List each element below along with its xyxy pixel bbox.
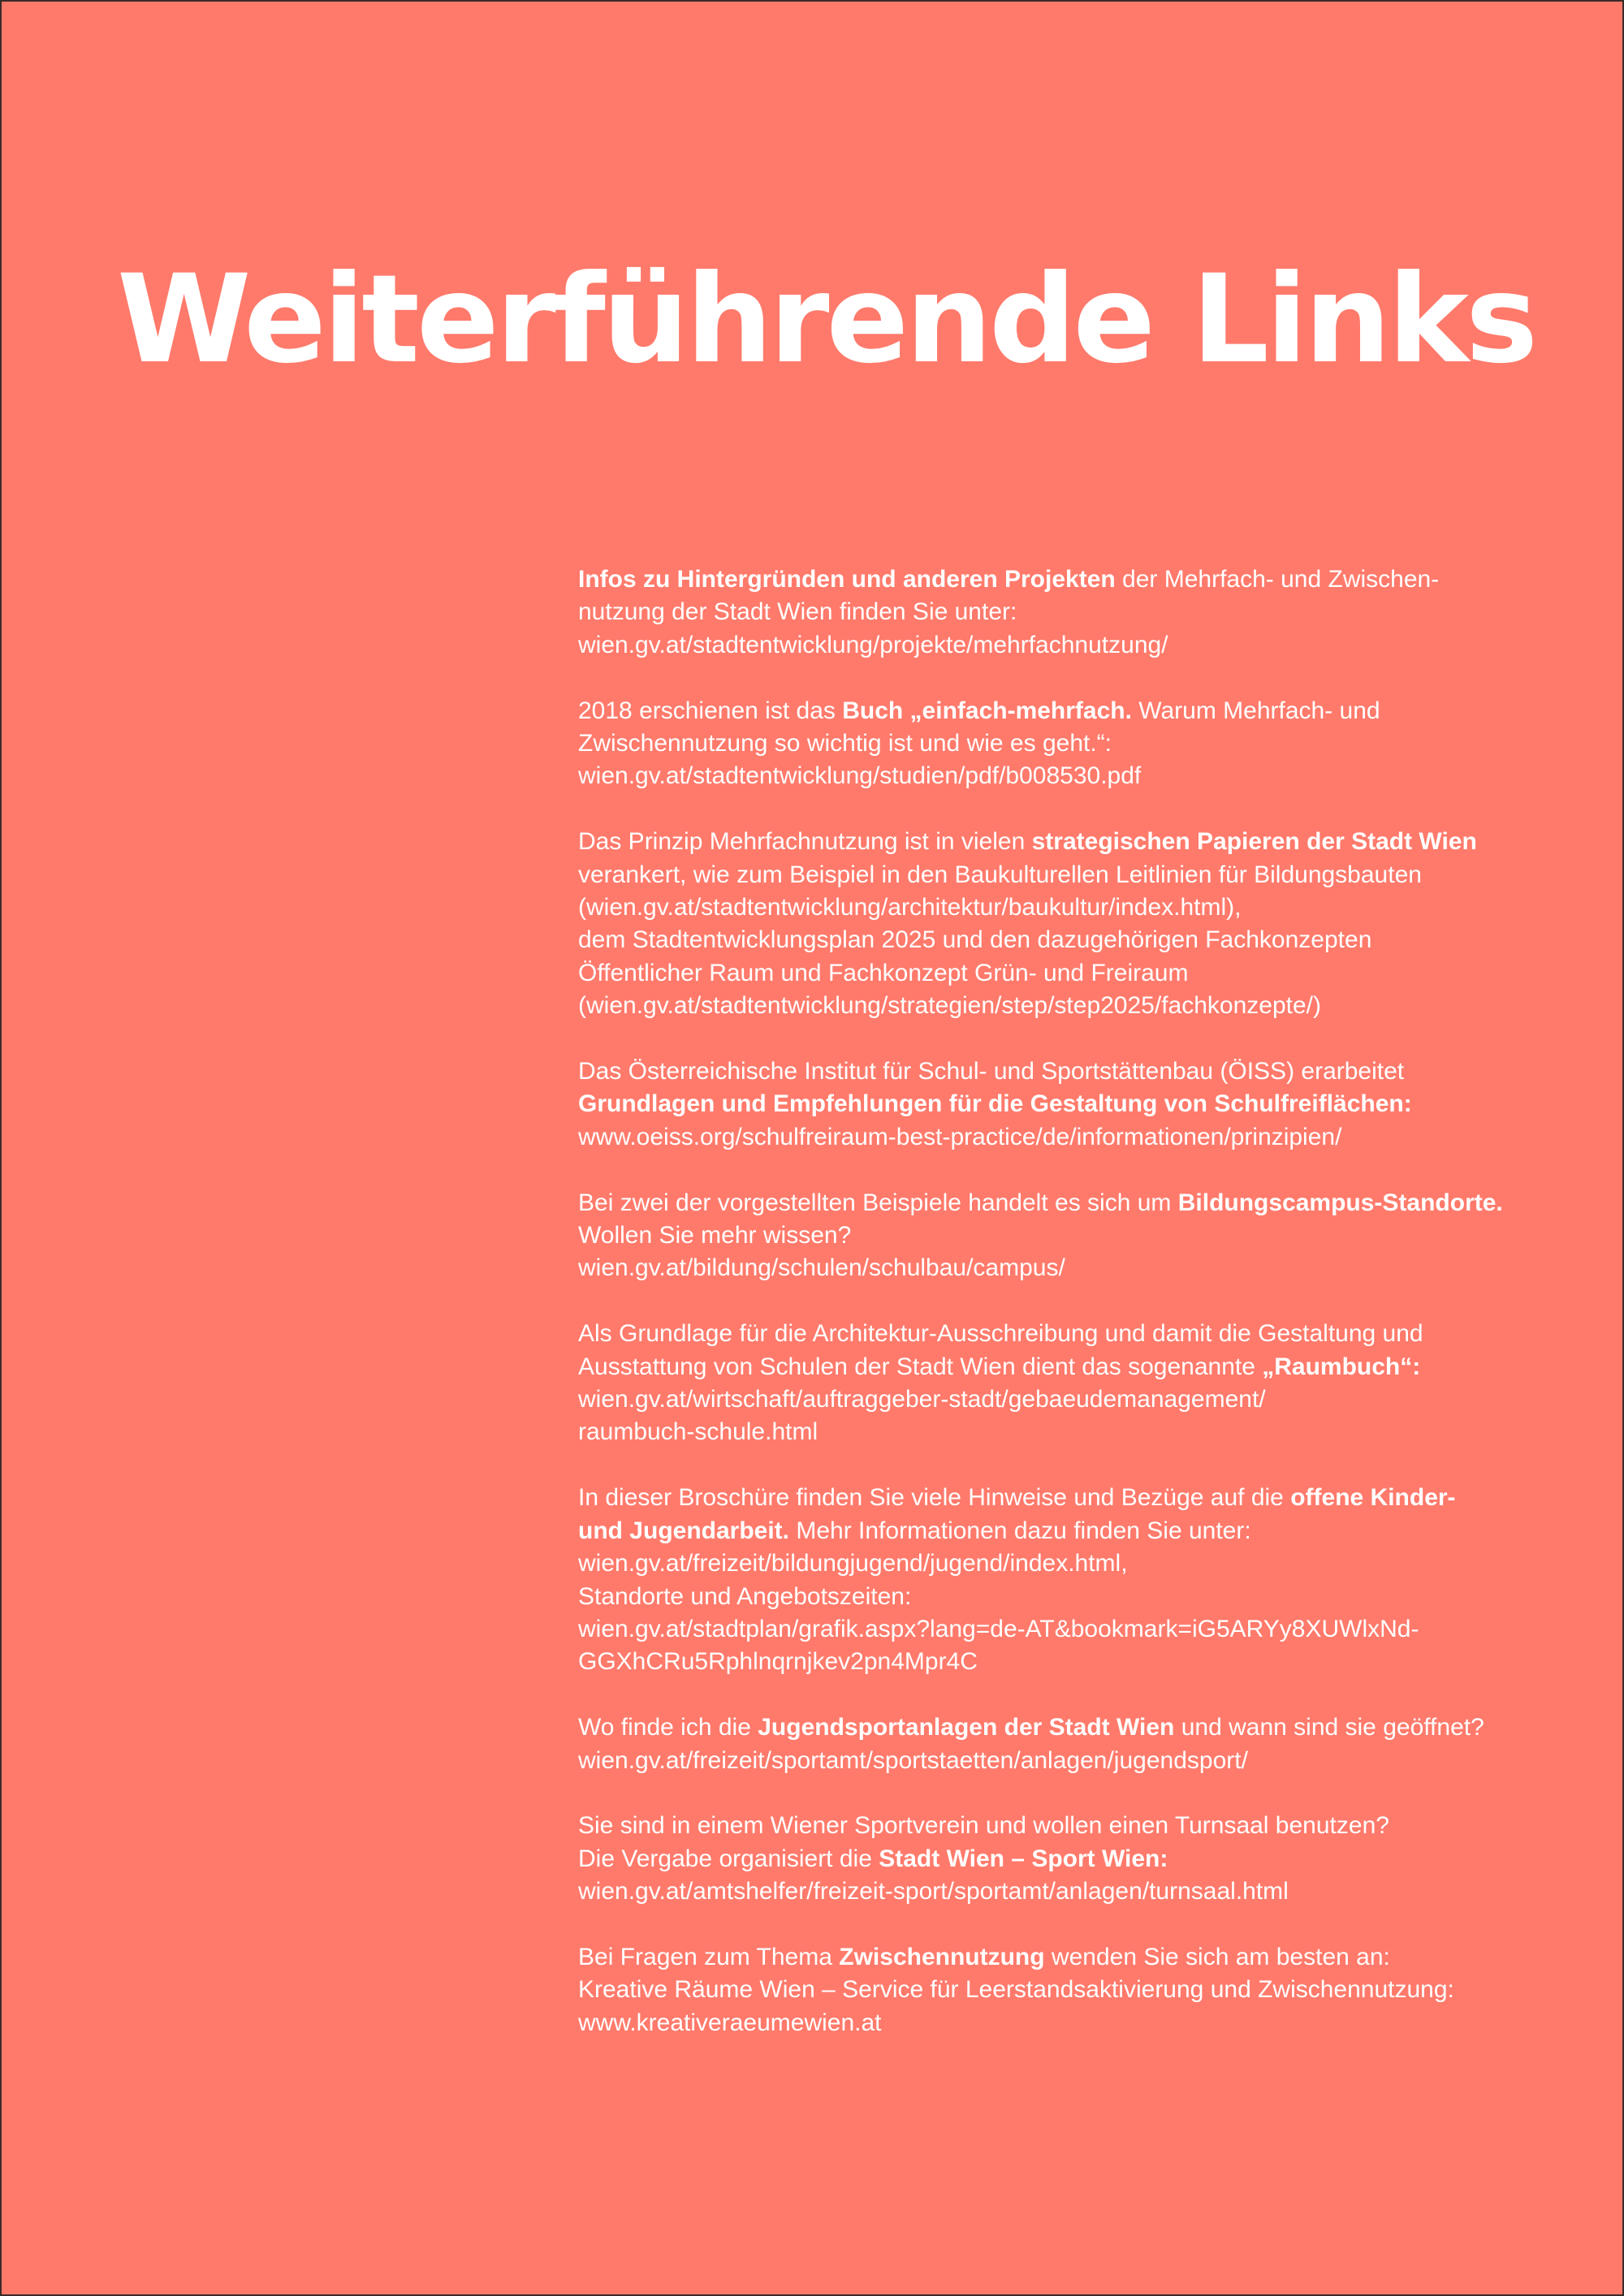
- text: Wo finde ich die: [578, 1714, 758, 1741]
- text: wenden Sie sich am besten an:: [1044, 1943, 1390, 1970]
- bold-text: Jugendsportanlagen der Stadt Wien: [758, 1714, 1175, 1741]
- link-mehrfachnutzung[interactable]: wien.gv.at/stadtentwicklung/projekte/mehrfachnutzung/: [578, 631, 1168, 658]
- text-line: [578, 1843, 1471, 1875]
- link-jugend[interactable]: wien.gv.at/freizeit/bildungjugend/jugend/index.html,: [578, 1550, 1128, 1577]
- block-buch: [578, 695, 1471, 793]
- links-content: [578, 563, 1503, 2039]
- bold-text: Bildungscampus-Standorte.: [1177, 1189, 1503, 1216]
- text-line: Öffentlicher Raum und Fachkonzept Grün- und Freiraum: [578, 959, 1189, 986]
- text-line: Sie sind in einem Wiener Sportverein und wollen einen Turnsaal benutzen?: [578, 1812, 1389, 1840]
- text-line: Das Österreichische Institut für Schul- und Sportstättenbau (ÖISS) erarbeitet: [578, 1058, 1405, 1085]
- block-projekte: [578, 563, 1471, 662]
- text-line: nutzung der Stadt Wien finden Sie unter:: [578, 598, 1017, 626]
- text-line: [578, 1351, 1471, 1383]
- text: Bei Fragen zum Thema: [578, 1943, 840, 1970]
- link-turnsaal[interactable]: wien.gv.at/amtshelfer/freizeit-sport/sportamt/anlagen/turnsaal.html: [578, 1878, 1289, 1905]
- text: 2018 erschienen ist das: [578, 697, 843, 724]
- text: und wann sind sie geöffnet?: [1174, 1714, 1484, 1741]
- text-line: Zwischennutzung so wichtig ist und wie es geht.“:: [578, 730, 1112, 757]
- text-line: verankert, wie zum Beispiel in den Baukulturellen Leitlinien für Bildungsbauten: [578, 861, 1422, 888]
- bold-text: „Raumbuch“:: [1262, 1353, 1421, 1380]
- bold-text: Buch „einfach-mehrfach.: [842, 697, 1132, 724]
- block-jugendsport: [578, 1711, 1484, 1777]
- text: In dieser Broschüre finden Sie viele Hinweise und Bezüge auf die: [578, 1484, 1291, 1512]
- text-line: [578, 1711, 1484, 1744]
- link-kreativeraeume[interactable]: www.kreativeraeumewien.at: [578, 2009, 882, 2036]
- bold-text: Infos zu Hintergründen und anderen Projekten: [578, 566, 1116, 593]
- bold-text: offene Kinder-: [1290, 1484, 1456, 1512]
- text-line: Kreative Räume Wien – Service für Leerstandsaktivierung und Zwischennutzung:: [578, 1976, 1454, 2004]
- text-line: [578, 695, 1471, 727]
- block-raumbuch: [578, 1318, 1471, 1449]
- bold-text: Zwischennutzung: [839, 1943, 1045, 1970]
- link-raumbuch-1[interactable]: wien.gv.at/wirtschaft/auftraggeber-stadt/gebaeudemanagement/: [578, 1386, 1266, 1413]
- link-stadtplan-2[interactable]: GGXhCRu5Rphlnqrnjkev2pn4Mpr4C: [578, 1648, 978, 1676]
- text-line: [578, 563, 1471, 596]
- bold-text: strategischen Papieren der Stadt Wien: [1031, 828, 1477, 856]
- text-line: Wollen Sie mehr wissen?: [578, 1222, 852, 1249]
- text-line: [578, 826, 1477, 858]
- text: Warum Mehrfach- und: [1131, 697, 1380, 724]
- link-oeiss[interactable]: www.oeiss.org/schulfreiraum-best-practice/de/informationen/prinzipien/: [578, 1123, 1342, 1150]
- text: Das Prinzip Mehrfachnutzung ist in vielen: [578, 828, 1032, 856]
- text-line: [578, 1482, 1471, 1514]
- link-stadtplan-1[interactable]: wien.gv.at/stadtplan/grafik.aspx?lang=de-AT&bookmark=iG5ARYy8XUWlxNd-: [578, 1615, 1419, 1642]
- text: Bei zwei der vorgestellten Beispiele handelt es sich um: [578, 1189, 1178, 1216]
- link-raumbuch-2[interactable]: raumbuch-schule.html: [578, 1418, 818, 1446]
- text: Ausstattung von Schulen der Stadt Wien dient das sogenannte: [578, 1353, 1263, 1380]
- page-title: Weiterführende Links: [117, 249, 1535, 391]
- text-line: Standorte und Angebotszeiten:: [578, 1582, 912, 1610]
- link-campus[interactable]: wien.gv.at/bildung/schulen/schulbau/campus/: [578, 1254, 1065, 1282]
- text: der Mehrfach- und Zwischen-: [1115, 566, 1440, 593]
- text: Mehr Informationen dazu finden Sie unter:: [789, 1517, 1251, 1544]
- block-oeiss: [578, 1055, 1471, 1154]
- text-line: [578, 1941, 1471, 1974]
- text-line: Als Grundlage für die Architektur-Ausschreibung und damit die Gestaltung und: [578, 1320, 1423, 1348]
- block-turnsaal: [578, 1810, 1471, 1908]
- link-studie-pdf[interactable]: wien.gv.at/stadtentwicklung/studien/pdf/b008530.pdf: [578, 762, 1142, 790]
- link-fachkonzepte[interactable]: (wien.gv.at/stadtentwicklung/strategien/step/step2025/fachkonzepte/): [578, 992, 1321, 1020]
- bold-text: Grundlagen und Empfehlungen für die Gestaltung von Schulfreiflächen:: [578, 1090, 1412, 1118]
- bold-text: und Jugendarbeit.: [578, 1517, 790, 1544]
- text-line: [578, 1515, 1471, 1547]
- block-zwischennutzung: [578, 1941, 1471, 2039]
- block-bildungscampus: [578, 1187, 1503, 1285]
- link-jugendsport[interactable]: wien.gv.at/freizeit/sportamt/sportstaetten/anlagen/jugendsport/: [578, 1746, 1248, 1774]
- text-line: [578, 1187, 1503, 1219]
- link-baukultur[interactable]: (wien.gv.at/stadtentwicklung/architektur/baukultur/index.html),: [578, 894, 1242, 921]
- bold-text: Stadt Wien – Sport Wien:: [879, 1845, 1168, 1872]
- text-line: [578, 1088, 1471, 1120]
- text: Die Vergabe organisiert die: [578, 1845, 879, 1872]
- block-jugendarbeit: [578, 1482, 1471, 1678]
- block-strategische-papiere: [578, 826, 1477, 1022]
- text-line: dem Stadtentwicklungsplan 2025 und den dazugehörigen Fachkonzepten: [578, 926, 1372, 954]
